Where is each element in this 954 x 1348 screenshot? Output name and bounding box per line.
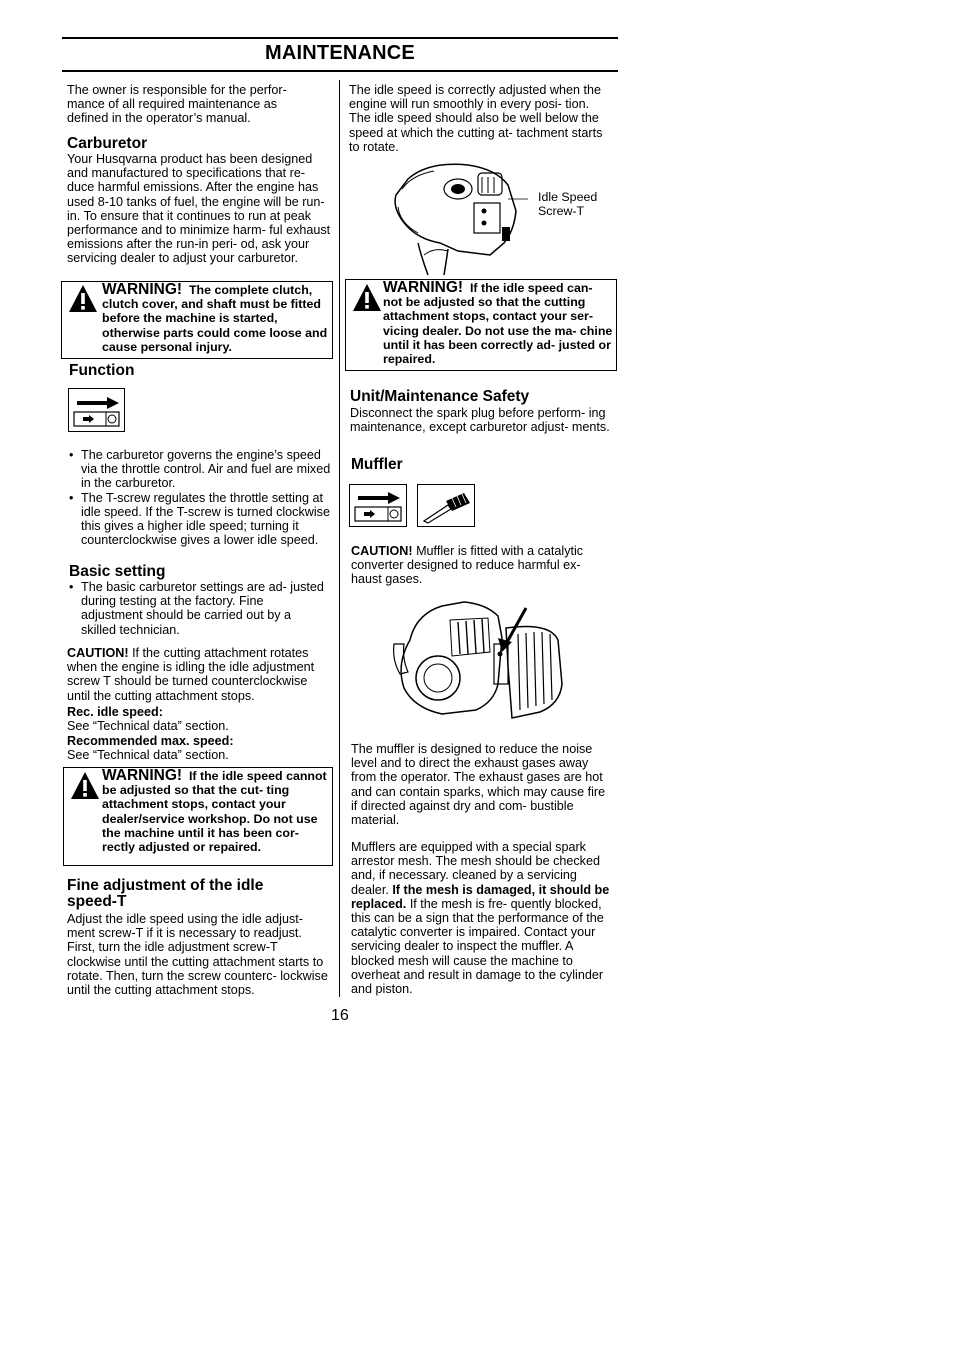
list-item: • The basic carburetor settings are ad- justed during testing at the factory. Fine adjustment should be carried out by a skilled technician. [67, 580, 325, 637]
warning-text-first: If the idle speed can- [469, 281, 593, 295]
warning-text-rest: not be adjusted so that the cutting attachment stops, contact your ser- vicing dealer. Do not use the ma- chine until it has been correctly ad- justed or repaired. [383, 295, 613, 367]
carburetor-heading: Carburetor [67, 135, 148, 152]
muffler-heading: Muffler [351, 456, 403, 473]
service-interval-icon [349, 484, 407, 527]
list-item: • The carburetor governs the engine’s speed via the throttle control. Air and fuel are mixed in the carburetor. [67, 448, 331, 491]
unit-safety-body: Disconnect the spark plug before perform- ing maintenance, except carburetor adjust- ments. [350, 406, 610, 435]
warning-triangle-icon [68, 284, 98, 314]
muffler-figure [390, 600, 570, 724]
warning-box-clutch [61, 281, 333, 359]
caution-text: Muffler is fitted with a catalytic converter designed to reduce harmful ex- haust gases. [351, 544, 584, 587]
warning-box-idle-right [345, 279, 617, 371]
rec-max-label: Recommended max. speed: [67, 734, 234, 748]
intro-paragraph: The owner is responsible for the perfor- mance of all required maintenance as defined in the operator’s manual. [67, 83, 287, 126]
muffler-body-1: The muffler is designed to reduce the noise level and to direct the exhaust gases away from the operator. The exhaust gases are hot and can contain sparks, which may cause fire if directed against dry and com- bustible material. [351, 742, 606, 828]
function-bullets [67, 448, 331, 547]
warning-box-idle [63, 767, 333, 866]
warning-text-rest: cannot be adjusted so that the cut- ting attachment stops, contact your dealer/service workshop. Do not use the machine until it has been cor- rectly adjusted or repaired. [102, 769, 327, 855]
basic-setting-heading: Basic setting [69, 563, 166, 580]
rec-idle-text: See “Technical data” section. [67, 719, 229, 733]
warning-triangle-icon [352, 283, 382, 313]
warning-triangle-icon [70, 771, 100, 801]
fine-adjustment-body: Adjust the idle speed using the idle adjust- ment screw-T if it is necessary to readjust. First, turn the idle adjustment screw-T clockwise until the cutting attachment starts to rotate. Then, turn the screw counterc- lockwise until the cutting attachment stops. [67, 912, 328, 998]
fine-adjustment-heading: Fine adjustment of the idle speed-T [67, 877, 264, 910]
warning-text-rest: clutch cover, and shaft must be fitted before the machine is started, otherwise parts could come loose and cause personal injury. [102, 297, 328, 354]
service-interval-icon [68, 388, 125, 432]
muffler-body-2-a: Mufflers are equipped with a special spark arrestor mesh. The mesh should be checked and, if necessary. cleaned by a servicing dealer. [351, 840, 600, 897]
muffler-body-2-bold: If the mesh is damaged, it should be replaced. [351, 882, 610, 911]
list-item: • The T-screw regulates the throttle setting at idle speed. If the T-screw is turned clockwise this gives a higher idle speed; turning it counterclockwise gives a lower idle speed. [67, 491, 331, 548]
warning-label: WARNING! [383, 279, 464, 296]
warning-text-first: The complete clutch, [188, 283, 313, 297]
page-title: MAINTENANCE [265, 42, 415, 64]
warning-label: WARNING! [102, 767, 183, 784]
warning-label: WARNING! [102, 281, 183, 298]
caution-label: CAUTION! [351, 544, 413, 558]
unit-safety-heading: Unit/Maintenance Safety [350, 388, 530, 405]
idle-speed-screw-figure [378, 159, 528, 277]
carburetor-body: Your Husqvarna product has been designed and manufactured to specifications that re- duce harmful emissions. After the engine has used 8-10 tanks of fuel, the engine will be run-in. To ensure that it continues to run at peak performance and to minimize harm- ful exhaust emissions after the run-in peri- od, ask your servicing dealer to adjust your carburetor. [67, 152, 331, 266]
brush-icon [417, 484, 475, 527]
muffler-caution [351, 544, 607, 587]
caution-label: CAUTION! [67, 646, 129, 660]
caution-paragraph [67, 646, 333, 703]
page-number: 16 [331, 1007, 349, 1024]
rec-max-text: See “Technical data” section. [67, 748, 229, 762]
header-rule-top [62, 37, 618, 39]
header-rule-bottom [62, 70, 618, 72]
warning-text-first: If the idle speed [188, 769, 283, 783]
function-heading: Function [69, 362, 135, 379]
caption-line: Screw-T [538, 204, 585, 218]
column-divider [339, 80, 340, 997]
muffler-body-2-b: If the mesh is fre- quently blocked, this can be a sign that the performance of the catalytic converter is impaired. Contact your servicing dealer to inspect the muffler. A blocked mesh will cause the machine to overheat and result in damage to the cylinder and piston. [351, 896, 604, 997]
caption-line: Idle Speed [538, 190, 598, 204]
muffler-body-2 [351, 840, 611, 996]
caution-text: If the cutting attachment rotates when the engine is idling the idle adjustment screw T should be turned counterclockwise until the cutting attachment stops. [67, 646, 315, 703]
rec-idle-label: Rec. idle speed: [67, 705, 163, 719]
figure-caption [538, 190, 597, 218]
idle-intro-paragraph: The idle speed is correctly adjusted when the engine will run smoothly in every posi- tion. The idle speed should also be well below the speed at which the cutting at- tachment starts to rotate. [349, 83, 603, 154]
basic-setting-bullets [67, 580, 325, 637]
